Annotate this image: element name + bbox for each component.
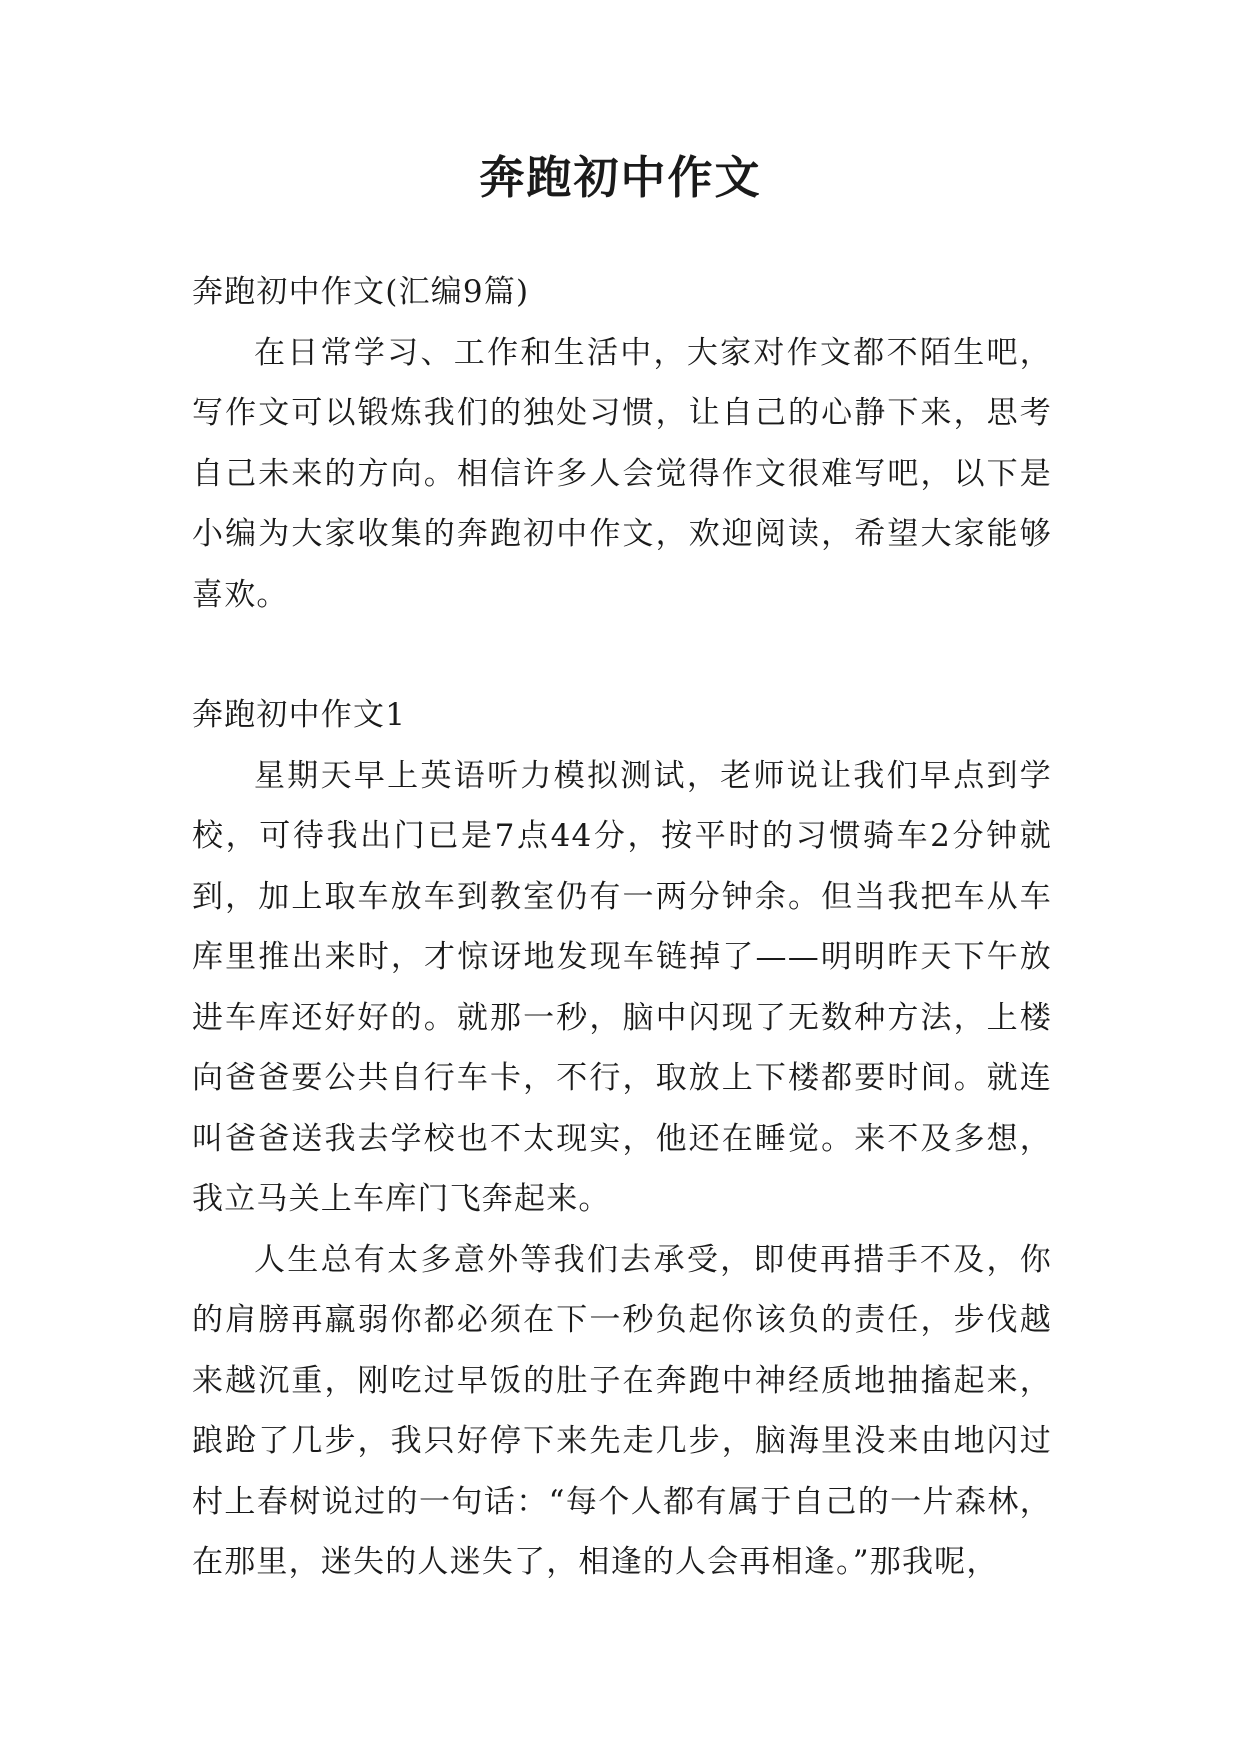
- document-body: [192, 262, 1052, 1593]
- document-title: 奔跑初中作文: [479, 151, 762, 204]
- section-heading: 奔跑初中作文1: [192, 697, 407, 733]
- body-paragraph: 星期天早上英语听力模拟测试，老师说让我们早点到学校，可待我出门已是7点44分，按平时的习惯骑车2分钟就到，加上取车放车到教室仍有一两分钟余。但当我把车从车库里推出来时，才惊讶地发现车链掉了——明明昨天下午放进车库还好好的。就那一秒，脑中闪现了无数种方法，上楼向爸爸要公共自行车卡，不行，取放上下楼都要时间。就连叫爸爸送我去学校也不太现实，他还在睡觉。来不及多想，我立马关上车库门飞奔起来。: [192, 757, 1052, 1217]
- section-spacer: [192, 625, 1052, 685]
- document-subtitle: 奔跑初中作文(汇编9篇): [192, 274, 530, 310]
- intro-paragraph: 在日常学习、工作和生活中，大家对作文都不陌生吧，写作文可以锻炼我们的独处习惯，让自己的心静下来，思考自己未来的方向。相信许多人会觉得作文很难写吧，以下是小编为大家收集的奔跑初中作文，欢迎阅读，希望大家能够喜欢。: [192, 334, 1052, 613]
- body-paragraph: 人生总有太多意外等我们去承受，即使再措手不及，你的肩膀再羸弱你都必须在下一秒负起你该负的责任，步伐越来越沉重，刚吃过早饭的肚子在奔跑中神经质地抽搐起来，踉跄了几步，我只好停下来先走几步，脑海里没来由地闪过村上春树说过的一句话：“每个人都有属于自己的一片森林，在那里，迷失的人迷失了，相逢的人会再相逢。”那我呢，: [192, 1241, 1052, 1580]
